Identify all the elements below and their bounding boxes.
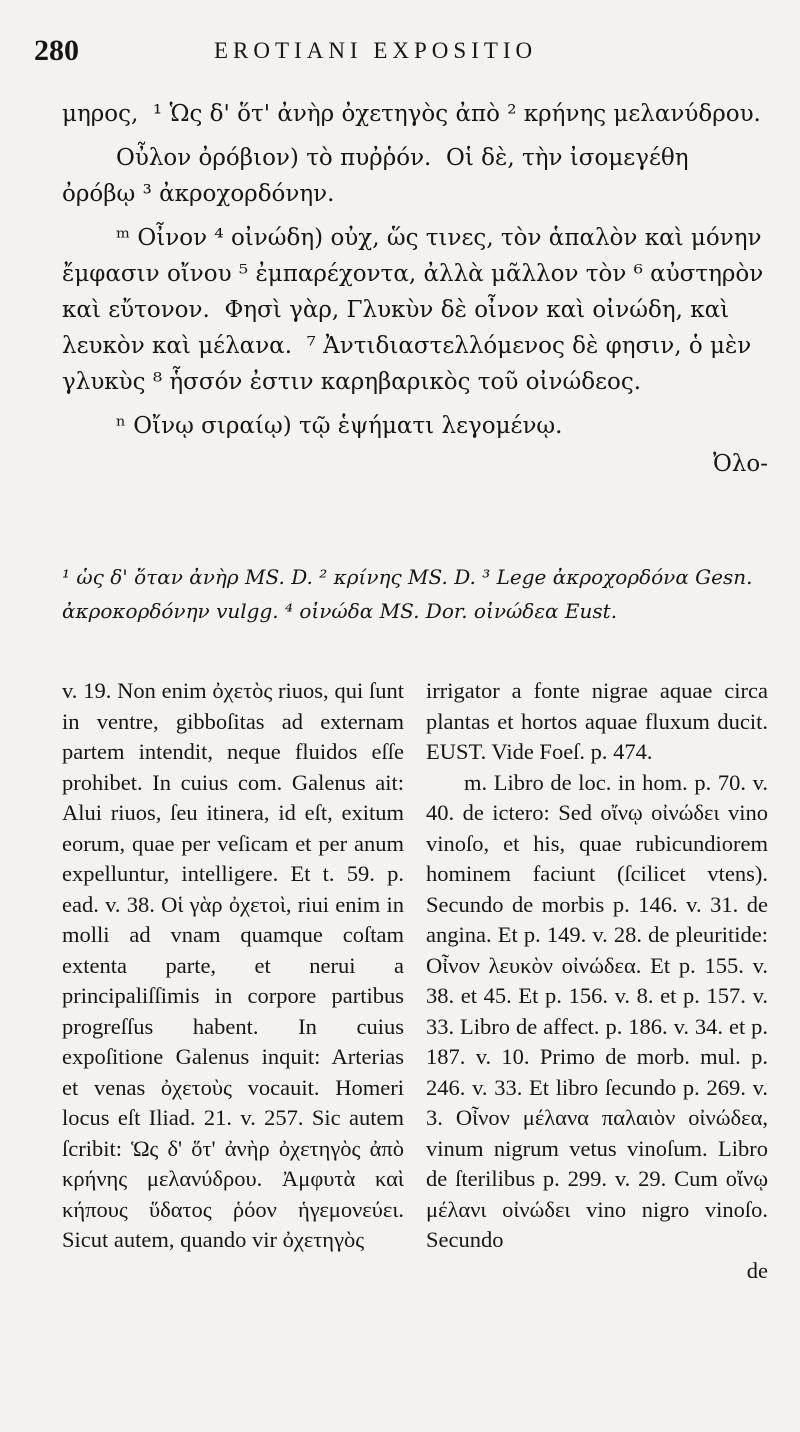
left-column (62, 676, 404, 1256)
commentary-paragraph: v. 19. Non enim ὀχετὸς riuos, qui ſunt in ventre, gibboſitas ad externam partem intendit, neque fluidos eſſe prohibet. In cuius com. Galenus ait: Alui riuos, ſeu itinera, id eſt, exitum eorum, quae per veſicam et per anum expelluntur, intelligere. Et t. 59. p. ead. v. 38. Οἱ γὰρ ὀχετοὶ, riui enim in molli ad vnam quamque coſtam extenta parte, et nerui a principaliſſimis in corpore partibus progreſſus habent. In cuius expoſitione Galenus inquit: Arterias et venas ὀχετοὺς vocauit. Homeri locus eſt Iliad. 21. v. 257. Sic autem ſcribit: Ὡς δ' ὅτ' ἀνὴρ ὀχετηγὸς ἀπὸ κρήνης μελανύδρου. Ἀμφυτὰ καὶ κήπους ὕδατος ῥόον ἡγεμονεύει. Sicut autem, quando vir ὀχετηγὸς (62, 678, 404, 1252)
footnotes (62, 560, 768, 628)
commentary-paragraph: m. Libro de loc. in hom. p. 70. v. 40. de ictero: Sed οἴνῳ οἰνώδει vino vinoſo, et his, quae rubicundiorem hominem faciunt (ſcilicet vtens). Secundo de morbis p. 146. v. 31. de angina. Et p. 149. v. 28. de pleuritide: Οἶνον λευκὸν οἰνώδεα. Et p. 155. v. 38. et 45. Et p. 156. v. 8. et p. 157. v. 33. Libro de affect. p. 186. v. 34. et p. 187. v. 10. Primo de morb. mul. p. 246. v. 33. Et libro ſecundo p. 269. v. 3. Οἶνον μέλανα παλαιὸν οἰνώδεα, vinum nigrum vetus vinoſum. Libro de ſterilibus p. 299. v. 29. Cum οἴνῳ μέλανι οἰνώδει vino nigro vinoſo. Secundo (426, 769, 768, 1252)
gloss-paragraph: ᵐ Οἶνον ⁴ οἰνώδη) οὐχ, ὥς τινες, τὸν ἁπαλὸν καὶ μόνην ἔμφασιν οἴνου ⁵ ἐμπαρέχοντα, ἀλλὰ μᾶλλον τὸν ⁶ αὐστηρὸν καὶ εὔτονον. Φησὶ γὰρ, Γλυκὺν δὲ οἶνον καὶ οἰνώδη, καὶ λευκὸν καὶ μέλανα. ⁷ Ἀντιδιαστελλόμενος δὲ φησιν, ὁ μὲν γλυκὺς ⁸ ἧσσόν ἐστιν καρηβαρικὸς τοῦ οἰνώδεος. (62, 225, 771, 395)
page-number: 280 (34, 34, 79, 67)
footnote-text: ¹ ὡς δ' ὅταν ἀνὴρ MS. D. ² κρίνης MS. D. ³ Lege ἀκροχορδόνα Gesn. ἀκροκορδόνην vulgg. ⁴ οἰνώδα MS. Dor. οἰνώδεα Eust. (62, 565, 753, 623)
commentary-paragraph: irrigator a fonte nigrae aquae circa plantas et hortos aquae fluxum ducit. EUST. Vide Foeſ. p. 474. (426, 678, 768, 764)
gloss-paragraph: ⁿ Οἴνῳ σιραίῳ) τῷ ἑψήματι λεγομένῳ. (116, 413, 563, 439)
greek-gloss-block (62, 96, 771, 490)
running-title: EROTIANI EXPOSITIO (214, 38, 538, 63)
catchword: Ὀλο- (712, 451, 768, 477)
right-column (426, 676, 768, 1286)
gloss-paragraph: Οὖλον ὀρόβιον) τὸ πυῤῥόν. Οἱ δὲ, τὴν ἰσομεγέθη ὀρόβῳ ³ ἀκροχορδόνην. (62, 145, 696, 207)
catchword: de (746, 1257, 768, 1283)
page-header (34, 34, 774, 82)
gloss-paragraph: μηρος, ¹ Ὡς δ' ὅτ' ἀνὴρ ὀχετηγὸς ἀπὸ ² κρήνης μελανύδρου. (62, 101, 761, 127)
commentary-columns (62, 676, 768, 1396)
